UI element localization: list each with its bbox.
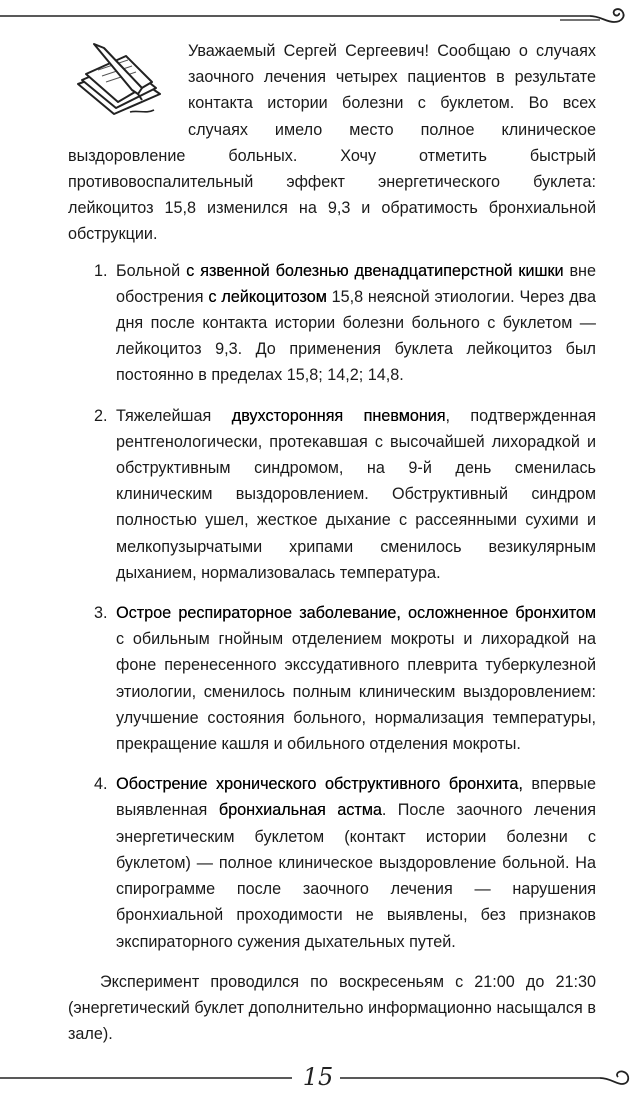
page-number: 15 (296, 1063, 340, 1091)
case-highlight: с язвенной болезнью двенадцатиперстной кишки (186, 261, 564, 280)
case-text: впервые выявленная (116, 775, 596, 820)
list-item (94, 771, 596, 954)
case-highlight: Острое респираторное заболевание, осложненное бронхитом (116, 604, 596, 623)
case-text: вне обострения (116, 261, 596, 306)
case-number: 2. (94, 406, 108, 425)
intro-paragraph: Уважаемый Сергей Сергеевич! Сообщаю о случаях заочного лечения четырех пациентов в результате контакта истории болезни с буклетом. Во всех случаях имело место полное клиническое выздоровление больных. Хочу отметить быстрый противовоспалительный эффект энергетического буклета: лейкоцитоз 15,8 изменился на 9,3 и обратимость бронхиальной обструкции. (68, 42, 596, 244)
case-text: 15,8 неясной этиологии. Через два дня после контакта истории болезни больного с буклетом — лейкоцитоз 9,3. До применения буклета лейкоцитоз был постоянно в пределах 15,8; 14,2; 14,8. (116, 287, 596, 385)
case-highlight: с лейкоцитозом (208, 287, 327, 306)
case-number: 3. (94, 604, 108, 623)
case-highlight: двухсторонняя пневмония (231, 406, 446, 425)
case-list (68, 258, 596, 955)
letter-quill-icon (64, 40, 176, 120)
page-body (68, 38, 596, 1047)
case-text: , подтвержденная рентгенологически, протекавшая с высочайшей лихорадкой и обструктивным синдромом, на 9-й день сменилась клиническим выздоровлением. Обструктивный синдром полностью ушел, жесткое дыхание с рассеянными сухими и мелкопузырчатыми хрипами сменилось везикулярным дыханием, нормализовалась температура. (116, 406, 596, 582)
list-item (94, 403, 596, 586)
list-item (94, 258, 596, 389)
closing-paragraph: Эксперимент проводился по воскресеньям с 21:00 до 21:30 (энергетический буклет дополнительно информационно насыщался в зале). (68, 972, 596, 1044)
case-highlight: Обострение хронического обструктивного бронхита, (116, 775, 523, 794)
list-item (94, 600, 596, 757)
case-highlight: бронхиальная астма (218, 801, 382, 820)
case-number: 1. (94, 261, 108, 280)
case-text: . После заочного лечения энергетическим буклетом (контакт истории болезни с буклетом) — полное клиническое выздоровление больной. На спирограмме после заочного лечения — нарушения бронхиальной проходимости не выявлены, без признаков экспираторного сужения дыхательных путей. (116, 801, 596, 951)
top-ornament-rule (0, 0, 632, 36)
case-number: 4. (94, 775, 108, 794)
case-text: Тяжелейшая (116, 406, 232, 425)
case-text: Больной (116, 261, 187, 280)
case-text: с обильным гнойным отделением мокроты и лихорадкой на фоне перенесенного экссудативного плеврита туберкулезной этиологии, сменилось полным клиническим выздоровлением: улучшение состояния больного, нормализация температуры, прекращение кашля и обильного отделения мокроты. (116, 630, 596, 754)
